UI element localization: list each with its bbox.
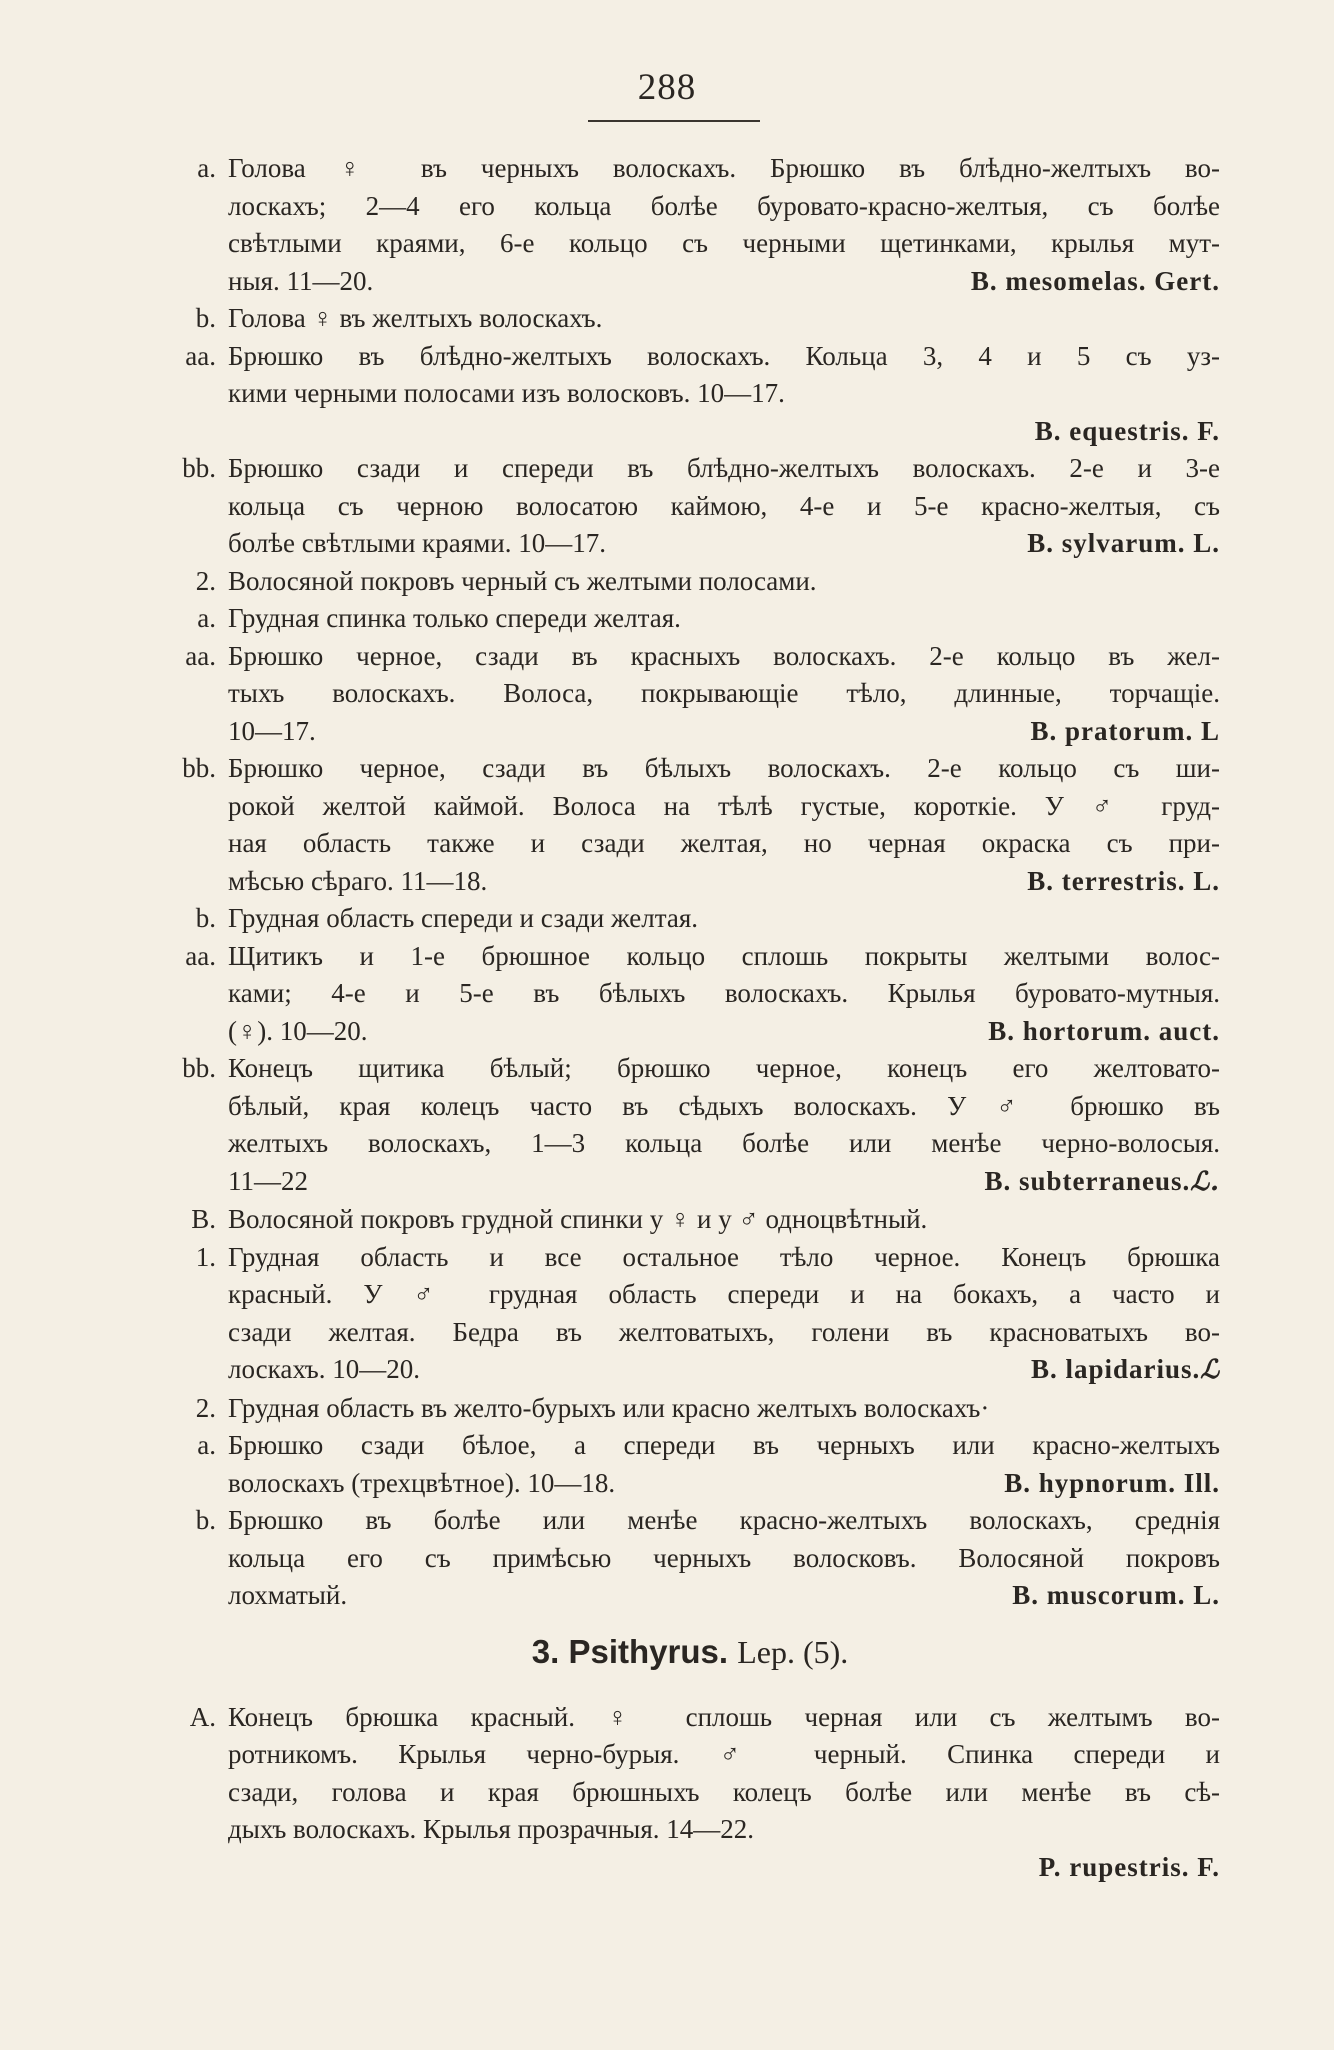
key-text	[160, 150, 1220, 1886]
species-name-text: B. subterraneus.	[984, 1165, 1191, 1196]
entry-last-line	[228, 263, 1220, 301]
entry-last-line	[228, 413, 1220, 451]
entry-marker: aa.	[185, 940, 216, 971]
entry-tail-text: Волосяной покровъ грудной спинки у ♀ и у ♂ одноцвѣтный.	[228, 1204, 928, 1234]
entry-line	[228, 788, 1220, 826]
entry-last-line	[228, 525, 1220, 563]
entry-line-text: Грудная область и все остальное тѣло черное. Конецъ брюшка	[228, 1241, 1220, 1272]
entry-last-line	[228, 1201, 1220, 1239]
species-name-text: B. mesomelas. Gert.	[970, 265, 1220, 296]
entry-line-text: сзади, голова и края брюшныхъ колецъ болѣе или менѣе въ сѣ-	[228, 1776, 1220, 1807]
key-entry	[160, 900, 1220, 938]
entry-marker: a.	[197, 1430, 216, 1460]
species-name-text: B. muscorum. L.	[1012, 1580, 1220, 1610]
entry-tail-text: Голова ♀ въ желтыхъ волоскахъ.	[228, 303, 603, 333]
key-entry	[160, 338, 1220, 413]
entry-line-text: рокой желтой каймой. Волоса на тѣлѣ густые, короткіе. У ♂ груд-	[228, 790, 1220, 821]
section-heading	[160, 1633, 1220, 1671]
species-name	[1035, 413, 1220, 451]
entry-tail-text: (♀). 10—20.	[228, 1015, 368, 1046]
key-entry	[160, 300, 1220, 338]
entry-marker: A.	[189, 1701, 216, 1732]
entry-line-text: желтыхъ волоскахъ, 1—3 кольца болѣе или менѣе черно-волосыя.	[228, 1128, 1220, 1158]
entry-line-text: ная область также и сзади желтая, но черная окраска съ при-	[228, 828, 1220, 858]
entry-marker: 2.	[195, 565, 216, 596]
key-entry	[160, 600, 1220, 638]
entry-tail-text: Грудная область спереди и сзади желтая.	[228, 903, 699, 933]
entry-line	[228, 1699, 1220, 1737]
entry-tail-text: Грудная спинка только спереди желтая.	[228, 603, 681, 633]
entry-tail-text: лохматый.	[228, 1580, 348, 1610]
entry-line	[228, 750, 1220, 788]
entry-marker: b.	[195, 303, 216, 333]
entry-line	[228, 938, 1220, 976]
entry-marker: a.	[197, 603, 216, 633]
entry-marker: a.	[197, 153, 216, 183]
entry-line-text: бѣлый, края колецъ часто въ сѣдыхъ волоскахъ. У ♂ брюшко въ	[228, 1090, 1220, 1121]
header-rule	[588, 120, 760, 122]
species-name-text: B. sylvarum. L.	[1027, 528, 1220, 558]
entry-line	[228, 338, 1220, 376]
species-name	[1012, 1577, 1220, 1615]
entry-line	[228, 1736, 1220, 1774]
handwritten-author-mark: ℒ.	[1190, 1166, 1220, 1197]
entry-line-text: ротникомъ. Крылья черно-бурыя. ♂ черный. Спинка спереди и	[228, 1739, 1220, 1769]
key-entry	[160, 1050, 1220, 1201]
entry-last-line	[228, 563, 1220, 601]
entry-line	[228, 675, 1220, 713]
entry-line-text: Брюшко сзади и спереди въ блѣдно-желтыхъ волоскахъ. 2-е и 3-е	[228, 453, 1220, 483]
entry-line	[228, 825, 1220, 863]
entry-tail-text: Волосяной покровъ черный съ желтыми полосами.	[228, 565, 817, 596]
entry-line	[228, 1314, 1220, 1352]
entry-marker: 1.	[195, 1241, 216, 1272]
key-entry	[160, 150, 1220, 300]
key-entry	[160, 1502, 1220, 1615]
species-name	[1004, 1465, 1220, 1503]
entry-last-line	[228, 713, 1220, 751]
species-name	[1027, 863, 1220, 901]
entry-line	[228, 1774, 1220, 1812]
species-name	[988, 1013, 1220, 1051]
entry-marker: aa.	[185, 340, 216, 371]
entry-line	[228, 1050, 1220, 1088]
entry-tail-text: мѣсью сѣраго. 11—18.	[228, 865, 488, 896]
species-name	[1031, 1351, 1220, 1390]
species-name-text: B. pratorum. L	[1030, 715, 1220, 746]
species-name-text: B. terrestris. L.	[1027, 865, 1220, 896]
entry-marker: 2.	[195, 1392, 216, 1423]
entry-last-line	[228, 900, 1220, 938]
entry-line-text: ками; 4-е и 5-е въ бѣлыхъ волоскахъ. Крылья буровато-мутныя.	[228, 978, 1220, 1008]
entry-line	[228, 975, 1220, 1013]
entry-tail-text: болѣе свѣтлыми краями. 10—17.	[228, 528, 606, 558]
key-entry	[160, 413, 1220, 451]
entry-last-line	[228, 300, 1220, 338]
entry-line-text: красный. У ♂ грудная область спереди и на бокахъ, а часто и	[228, 1279, 1220, 1309]
entry-line	[228, 1125, 1220, 1163]
entry-tail-text: 10—17.	[228, 715, 316, 746]
entry-tail-text: ныя. 11—20.	[228, 265, 374, 296]
key-entry	[160, 1239, 1220, 1390]
entry-line	[228, 488, 1220, 526]
entry-line	[228, 1502, 1220, 1540]
entry-line	[228, 1239, 1220, 1277]
entry-marker: bb.	[182, 453, 216, 483]
species-name-text: P. rupestris. F.	[1038, 1851, 1220, 1882]
section-number: 3.	[531, 1632, 560, 1670]
entry-line	[228, 450, 1220, 488]
species-name-text: B. hypnorum. Ill.	[1004, 1467, 1220, 1498]
species-name	[1039, 1849, 1220, 1887]
species-name-text: B. hortorum. auct.	[988, 1015, 1220, 1046]
entry-last-line	[228, 600, 1220, 638]
key-entry	[160, 1699, 1220, 1849]
entry-line-text: сзади желтая. Бедра въ желтоватыхъ, голени въ красноватыхъ во-	[228, 1316, 1220, 1347]
entry-line-text: Конецъ щитика бѣлый; брюшко черное, конецъ его желтовато-	[228, 1053, 1220, 1083]
entry-line-text: Брюшко черное, сзади въ красныхъ волоскахъ. 2-е кольцо въ жел-	[228, 640, 1220, 671]
entry-line-text: Голова ♀ въ черныхъ волоскахъ. Брюшко въ блѣдно-желтыхъ во-	[228, 153, 1220, 183]
entry-line-text: Щитикъ и 1-е брюшное кольцо сплошь покрыты желтыми волос-	[228, 940, 1220, 971]
entry-line-text: кольца съ черною волосатою каймою, 4-е и 5-е красно-желтыя, съ	[228, 490, 1220, 521]
key-entry	[160, 450, 1220, 563]
entry-tail-text: лоскахъ. 10—20.	[228, 1354, 421, 1384]
entry-line	[228, 1088, 1220, 1126]
entry-tail-text: Грудная область въ желто-бурыхъ или красно желтыхъ волоскахъ·	[228, 1392, 990, 1423]
entry-line	[228, 1276, 1220, 1314]
entry-marker: bb.	[182, 1053, 216, 1083]
section-author: Lep. (5).	[737, 1633, 849, 1670]
key-entry	[160, 1390, 1220, 1428]
key-entry	[160, 638, 1220, 751]
species-name	[984, 1163, 1220, 1202]
entry-last-line	[228, 1163, 1220, 1202]
page-number: 288	[637, 67, 697, 108]
entry-line-text: Конецъ брюшка красный. ♀ сплошь черная или съ желтымъ во-	[228, 1701, 1220, 1732]
entry-last-line	[228, 1465, 1220, 1503]
section-key	[160, 1699, 1220, 1887]
entry-line	[228, 188, 1220, 226]
key-entry	[160, 1849, 1220, 1887]
species-name-text: B. lapidarius.	[1030, 1354, 1201, 1384]
entry-marker: b.	[195, 903, 216, 933]
entry-last-line	[228, 1351, 1220, 1390]
key-entry	[160, 563, 1220, 601]
entry-tail-text: кими черными полосами изъ волосковъ. 10—17.	[228, 378, 785, 408]
entry-last-line	[228, 1849, 1220, 1887]
key-entry	[160, 1427, 1220, 1502]
handwritten-author-mark: ℒ	[1200, 1355, 1220, 1385]
entry-line	[228, 225, 1220, 263]
entry-line-text: Брюшко въ болѣе или менѣе красно-желтыхъ волоскахъ, среднія	[228, 1505, 1220, 1535]
entry-line	[228, 638, 1220, 676]
identification-key	[160, 150, 1220, 1615]
key-entry	[160, 938, 1220, 1051]
species-name-text: B. equestris. F.	[1034, 415, 1220, 446]
key-entry	[160, 1201, 1220, 1239]
entry-line	[228, 1427, 1220, 1465]
entry-tail-text: волоскахъ (трехцвѣтное). 10—18.	[228, 1467, 616, 1498]
key-entry	[160, 750, 1220, 900]
entry-line-text: Брюшко черное, сзади въ бѣлыхъ волоскахъ. 2-е кольцо съ ши-	[228, 753, 1220, 783]
species-name	[971, 263, 1220, 301]
entry-last-line	[228, 1390, 1220, 1428]
entry-line-text: Брюшко сзади бѣлое, а спереди въ черныхъ или красно-желтыхъ	[228, 1430, 1220, 1460]
entry-last-line	[228, 1013, 1220, 1051]
entry-line-text: тыхъ волоскахъ. Волоса, покрывающіе тѣло, длинные, торчащіе.	[228, 678, 1220, 708]
entry-line-text: свѣтлыми краями, 6-е кольцо съ черными щетинками, крылья мут-	[228, 228, 1220, 258]
species-name	[1031, 713, 1221, 751]
entry-tail-text: дыхъ волоскахъ. Крылья прозрачныя. 14—22.	[228, 1814, 754, 1844]
entry-last-line	[228, 375, 1220, 413]
entry-line-text: кольца его съ примѣсью черныхъ волосковъ. Волосяной покровъ	[228, 1542, 1220, 1573]
entry-marker: aa.	[185, 640, 216, 671]
species-name	[1027, 525, 1220, 563]
entry-line	[228, 1540, 1220, 1578]
entry-last-line	[228, 863, 1220, 901]
entry-last-line	[228, 1811, 1220, 1849]
entry-last-line	[228, 1577, 1220, 1615]
entry-line	[228, 150, 1220, 188]
section-genus: Psithyrus.	[568, 1632, 729, 1670]
entry-marker: b.	[195, 1505, 216, 1535]
entry-line-text: лоскахъ; 2—4 его кольца болѣе буровато-красно-желтыя, съ болѣе	[228, 190, 1220, 221]
entry-marker: B.	[191, 1204, 216, 1234]
entry-marker: bb.	[182, 753, 216, 783]
entry-line-text: Брюшко въ блѣдно-желтыхъ волоскахъ. Кольца 3, 4 и 5 съ уз-	[228, 340, 1220, 371]
entry-tail-text: 11—22	[228, 1165, 308, 1196]
